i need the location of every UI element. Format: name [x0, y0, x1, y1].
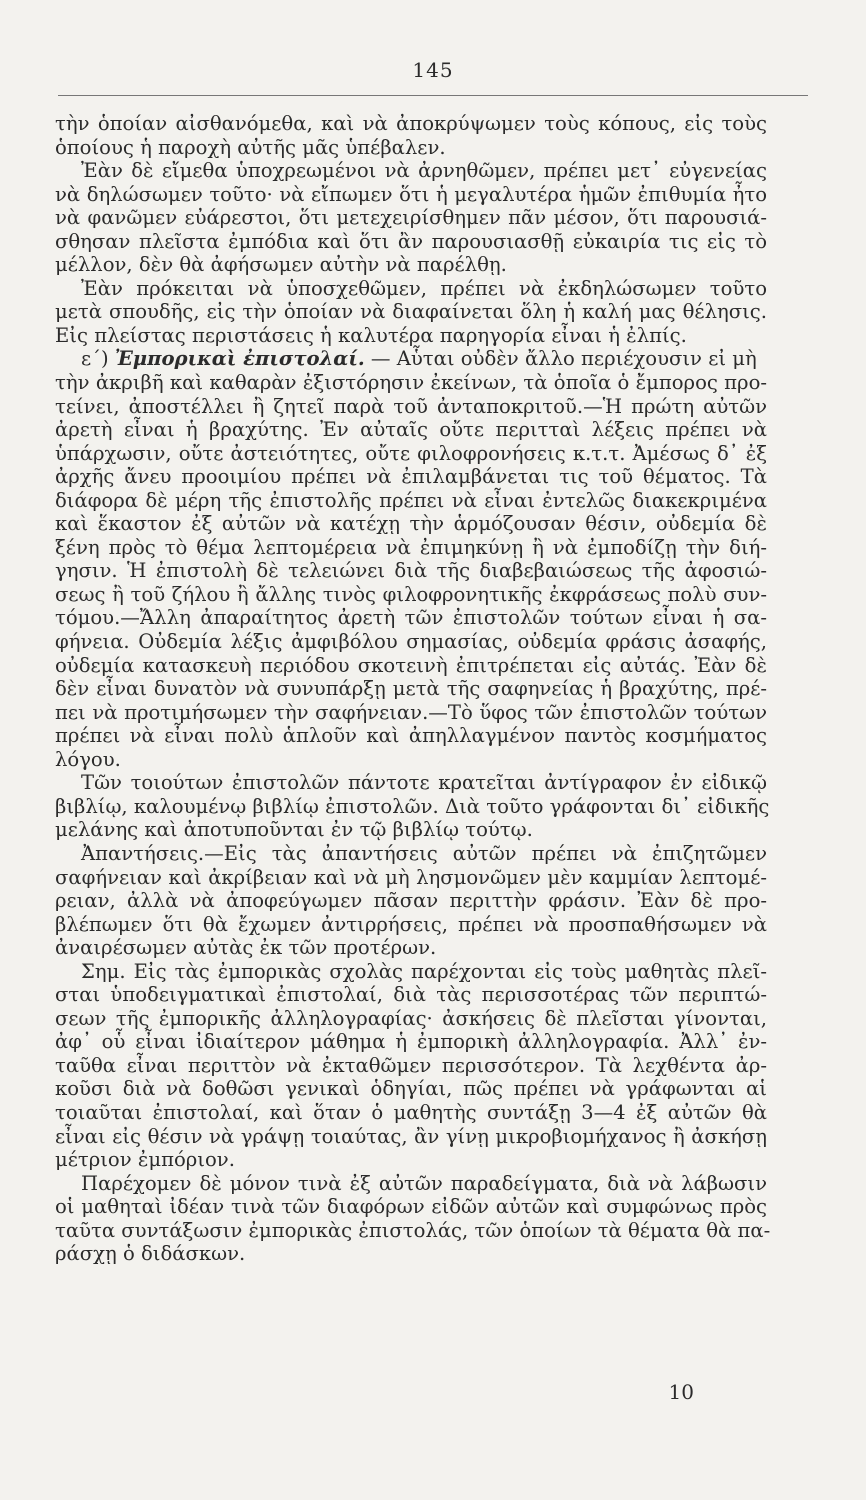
section-label: ε΄) [81, 347, 109, 371]
text-line: ἀρετὴ εἶναι ἡ βραχύτης. Ἐν αὐταῖς οὔτε περιτταὶ λέξεις πρέπει νὰ [55, 418, 767, 442]
text-line: τὴν ὁποίαν αἰσθανόμεθα, καὶ νὰ ἀποκρύψωμεν τοὺς κόπους, εἰς τοὺς [55, 112, 767, 135]
text-line: ρειαν, ἀλλὰ νὰ ἀποφεύγωμεν πᾶσαν περιττὴν φράσιν. Ἐὰν δὲ προ- [55, 889, 767, 913]
text-line: σεως ἢ τοῦ ζήλου ἢ ἄλλης τινὸς φιλοφρονητικῆς ἐκφράσεως πολὺ συν- [55, 582, 767, 606]
text-line: νὰ φανῶμεν εὐάρεστοι, ὅτι μετεχειρίσθημεν πᾶν μέσον, ὅτι παρουσιά- [55, 206, 767, 230]
text-body [55, 112, 771, 1266]
text-line: ἀρχῆς ἄνευ προοιμίου πρέπει νὰ ἐπιλαμβάνεται τις τοῦ θέματος. Τὰ [55, 465, 767, 489]
section-heading-line [55, 347, 767, 371]
text-line: φήνεια. Οὐδεμία λέξις ἀμφιβόλου σημασίας, οὐδεμία φράσις ἀσαφής, [55, 630, 767, 654]
text-line: λόγου. [55, 747, 121, 771]
text-line: ξένη πρὸς τὸ θέμα λεπτομέρεια νὰ ἐπιμηκύνῃ ἢ νὰ ἐμποδίζῃ τὴν διή- [55, 535, 767, 559]
note-line: σται ὑποδειγματικαὶ ἐπιστολαί, διὰ τὰς περισσοτέρας τῶν περιπτώ- [55, 983, 767, 1007]
text-line: βιβλίῳ, καλουμένῳ βιβλίῳ ἐπιστολῶν. Διὰ τοῦτο γράφονται δι᾿ εἰδικῆς [55, 794, 770, 818]
text-line: γησιν. Ἡ ἐπιστολὴ δὲ τελειώνει διὰ τῆς διαβεβαιώσεως τῆς ἀφοσιώ- [55, 559, 767, 583]
note-line: ταῦθα εἶναι περιττὸν νὰ ἐκταθῶμεν περισσότερον. Τὰ λεχθέντα ἀρ- [55, 1053, 767, 1077]
text-line: Ἐὰν πρόκειται νὰ ὑποσχεθῶμεν, πρέπει νὰ ἐκδηλώσωμεν τοῦτο [81, 276, 767, 300]
text-line: — Αὗται οὐδὲν ἄλλο περιέχουσιν εἰ μὴ [370, 347, 757, 371]
text-line: τὴν ἀκριβῆ καὶ καθαρὰν ἐξιστόρησιν ἐκείνων, τὰ ὁποῖα ὁ ἔμπορος προ- [55, 371, 767, 395]
page-number: 145 [412, 58, 454, 82]
text-line: δὲν εἶναι δυνατὸν νὰ συνυπάρξῃ μετὰ τῆς σαφηνείας ἡ βραχύτης, πρέ- [55, 677, 767, 701]
text-line: οἱ μαθηταὶ ἰδέαν τινὰ τῶν διαφόρων εἰδῶν αὐτῶν καὶ συμφώνως πρὸς [55, 1195, 767, 1219]
text-line: ὑπάρχωσιν, οὔτε ἀστειότητες, οὔτε φιλοφρονήσεις κ.τ.τ. Ἀμέσως δ᾿ ἐξ [55, 441, 767, 465]
text-line: ταῦτα συντάξωσιν ἐμπορικὰς ἐπιστολάς, τῶν ὁποίων τὰ θέματα θὰ πα- [55, 1218, 771, 1242]
text-line: νὰ δηλώσωμεν τοῦτο· νὰ εἴπωμεν ὅτι ἡ μεγαλυτέρα ἡμῶν ἐπιθυμία ἦτο [55, 182, 767, 206]
text-line: καὶ ἕκαστον ἐξ αὐτῶν νὰ κατέχῃ τὴν ἁρμόζουσαν θέσιν, οὐδεμία δὲ [55, 512, 767, 536]
text-line: Ἐὰν δὲ εἴμεθα ὑποχρεωμένοι νὰ ἀρνηθῶμεν, πρέπει μετ᾿ εὐγενείας [81, 159, 767, 183]
text-line: μελάνης καὶ ἀποτυποῦνται ἐν τῷ βιβλίῳ τούτῳ. [55, 818, 533, 842]
note-line: Σημ. Εἰς τὰς ἐμπορικὰς σχολὰς παρέχονται εἰς τοὺς μαθητὰς πλεῖ- [81, 959, 767, 983]
signature-mark: 10 [668, 1380, 694, 1404]
text-line: πρέπει νὰ εἶναι πολὺ ἁπλοῦν καὶ ἀπηλλαγμένον παντὸς κοσμήματος [55, 724, 767, 748]
text-line: Τῶν τοιούτων ἐπιστολῶν πάντοτε κρατεῖται ἀντίγραφον ἐν εἰδικῷ [81, 771, 767, 795]
header-rule [58, 95, 808, 96]
text-line: Ἀπαντήσεις.—Εἰς τὰς ἀπαντήσεις αὐτῶν πρέπει νὰ ἐπιζητῶμεν [81, 841, 767, 865]
note-line: κοῦσι διὰ νὰ δοθῶσι γενικαὶ ὁδηγίαι, πῶς πρέπει νὰ γράφωνται αἱ [55, 1077, 767, 1101]
text-line: μετὰ σπουδῆς, εἰς τὴν ὁποίαν νὰ διαφαίνεται ὅλη ἡ καλή μας θέλησις. [55, 300, 767, 324]
text-line: τείνει, ἀποστέλλει ἢ ζητεῖ παρὰ τοῦ ἀνταποκριτοῦ.—Ἡ πρώτη αὐτῶν [55, 394, 767, 418]
note-line: ἀφ᾿ οὗ εἶναι ἰδιαίτερον μάθημα ἡ ἐμπορικὴ ἀλληλογραφία. Ἀλλ᾿ ἐν- [55, 1030, 767, 1054]
text-line: βλέπωμεν ὅτι θὰ ἔχωμεν ἀντιρρήσεις, πρέπει νὰ προσπαθήσωμεν νὰ [55, 912, 767, 936]
text-line: Εἰς πλείστας περιστάσεις ἡ καλυτέρα παρηγορία εἶναι ἡ ἐλπίς. [55, 323, 687, 347]
text-line: σθησαν πλεῖστα ἐμπόδια καὶ ὅτι ἂν παρουσιασθῇ εὐκαιρία τις εἰς τὸ [55, 229, 767, 253]
text-line: πει νὰ προτιμήσωμεν τὴν σαφήνειαν.—Τὸ ὕφος τῶν ἐπιστολῶν τούτων [55, 700, 767, 724]
note-line: εἶναι εἰς θέσιν νὰ γράψῃ τοιαύτας, ἂν γίνῃ μικροβιομήχανος ἢ ἀσκήσῃ [55, 1124, 767, 1148]
text-line: ὁποίους ἡ παροχὴ αὐτῆς μᾶς ὑπέβαλεν. [55, 135, 446, 159]
text-line: ράσχῃ ὁ διδάσκων. [55, 1242, 246, 1266]
section-heading: Ἐμπορικαὶ ἐπιστολαί. [114, 347, 365, 371]
text-line: τόμου.—Ἄλλη ἀπαραίτητος ἀρετὴ τῶν ἐπιστολῶν τούτων εἶναι ἡ σα- [55, 606, 767, 630]
text-line: μέλλον, δὲν θὰ ἀφήσωμεν αὐτὴν νὰ παρέλθῃ. [55, 253, 507, 277]
text-line: οὐδεμία κατασκευὴ περιόδου σκοτεινὴ ἐπιτρέπεται εἰς αὐτάς. Ἐὰν δὲ [55, 653, 767, 677]
text-line: Παρέχομεν δὲ μόνον τινὰ ἐξ αὐτῶν παραδείγματα, διὰ νὰ λάβωσιν [81, 1171, 767, 1195]
text-line: διάφορα δὲ μέρη τῆς ἐπιστολῆς πρέπει νὰ εἶναι ἐντελῶς διακεκριμένα [55, 488, 767, 512]
text-line: ἀναιρέσωμεν αὐτὰς ἐκ τῶν προτέρων. [55, 936, 437, 960]
note-line: μέτριον ἐμπόριον. [55, 1148, 235, 1172]
text-line: σαφήνειαν καὶ ἀκρίβειαν καὶ νὰ μὴ λησμονῶμεν μὲν καμμίαν λεπτομέ- [55, 865, 767, 889]
note-line: σεων τῆς ἐμπορικῆς ἀλληλογραφίας· ἀσκήσεις δὲ πλεῖσται γίνονται, [55, 1006, 767, 1030]
note-line: τοιαῦται ἐπιστολαί, καὶ ὅταν ὁ μαθητὴς συντάξῃ 3—4 ἐξ αὐτῶν θὰ [55, 1100, 767, 1124]
